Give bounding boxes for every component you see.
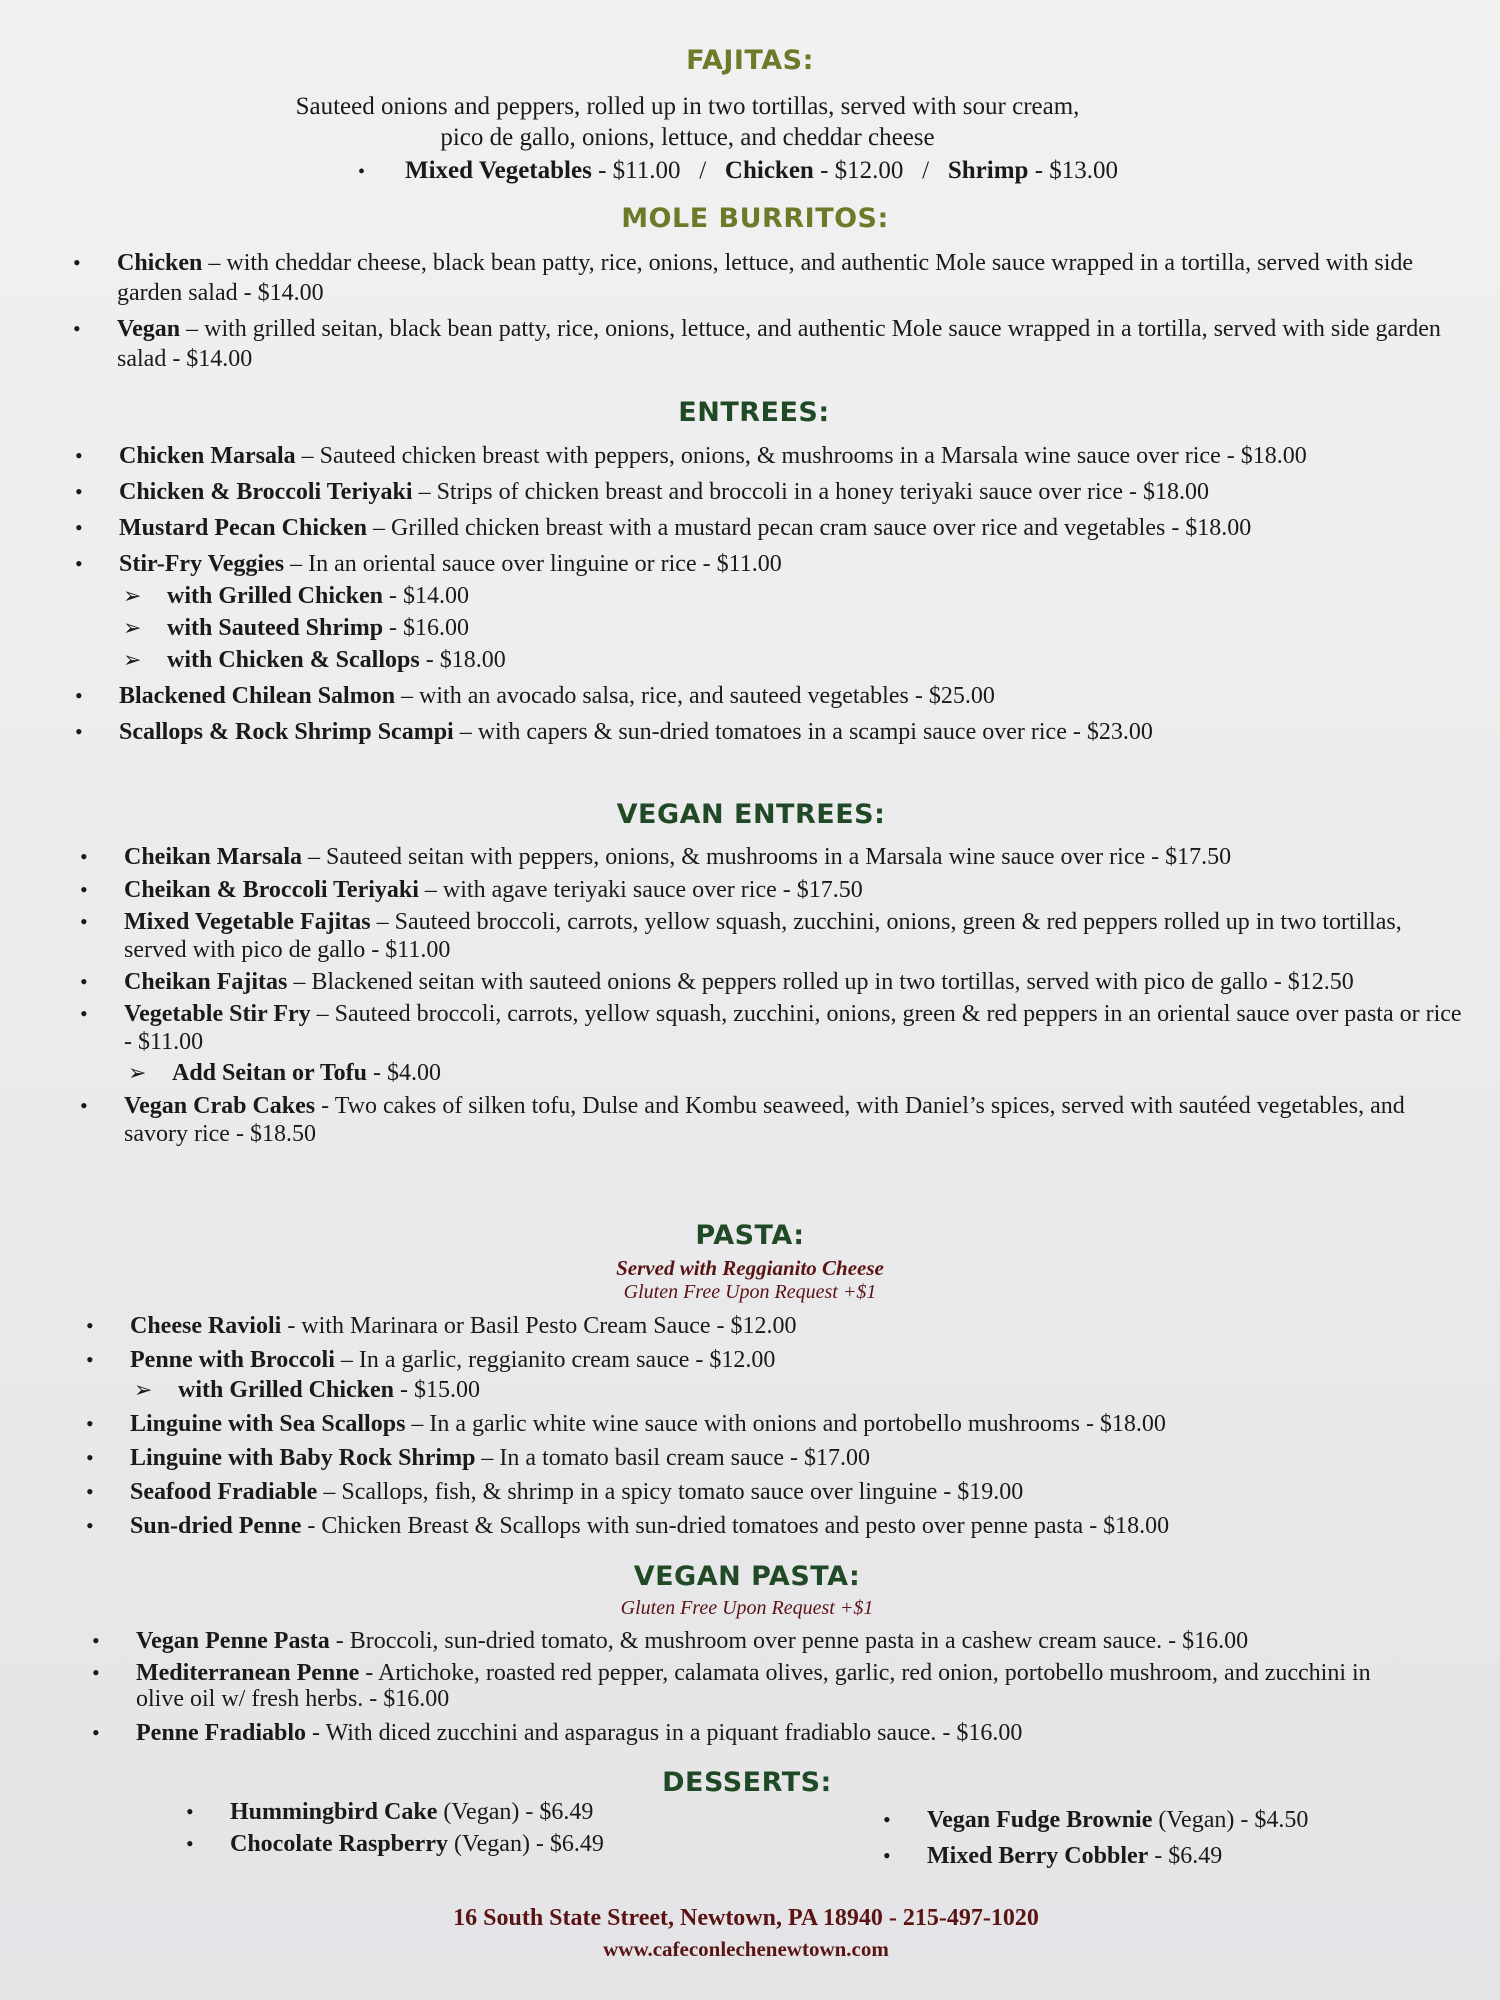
item-description: (Vegan) - $6.49: [447, 1831, 604, 1857]
arrow-bullet-icon: ➢: [134, 1377, 153, 1402]
sub-item: [123, 581, 1449, 611]
item-name: Hummingbird Cake: [230, 1799, 438, 1825]
list-item: [75, 681, 1449, 711]
bullet: •: [75, 719, 83, 744]
sub-item-price: - $15.00: [394, 1377, 481, 1403]
bullet: •: [80, 1001, 88, 1026]
entrees-list: [75, 441, 1449, 747]
item-name: Penne Fradiablo: [136, 1720, 307, 1746]
fajitas-heading: FAJITAS:: [686, 45, 814, 76]
fajitas-description-line-2: pico de gallo, onions, lettuce, and cheddar cheese: [440, 124, 935, 151]
arrow-bullet-icon: ➢: [123, 647, 142, 672]
list-item: [80, 875, 1464, 905]
item-description: - Chicken Breast & Scallops with sun-dried tomatoes and pesto over penne pasta - $18.00: [301, 1513, 1170, 1539]
pasta-list: [86, 1311, 1460, 1541]
item-description: – In a garlic, reggianito cream sauce - $12.00: [334, 1347, 776, 1373]
item-name: Mediterranean Penne: [136, 1660, 360, 1686]
item-name: Chocolate Raspberry: [230, 1831, 448, 1857]
item-description: – with cheddar cheese, black bean patty, rice, onions, lettuce, and authentic Mole sauce wrapped in a tortilla, served with side garden salad - $14.00: [117, 250, 1414, 306]
bullet: •: [92, 1628, 100, 1653]
bullet: •: [73, 250, 81, 275]
item-description: – In a garlic white wine sauce with onions and portobello mushrooms - $18.00: [405, 1411, 1166, 1437]
list-item: [92, 1626, 1416, 1656]
bullet: •: [92, 1660, 100, 1685]
bullet: •: [80, 969, 88, 994]
bullet: •: [75, 443, 83, 468]
footer-address: 16 South State Street, Newtown, PA 18940 - 215-497-1020: [453, 1905, 1039, 1931]
item-name: Penne with Broccoli: [130, 1347, 335, 1373]
mole-burritos-heading: MOLE BURRITOS:: [621, 203, 889, 234]
item-description: - With diced zucchini and asparagus in a piquant fradiablo sauce. - $16.00: [306, 1720, 1023, 1746]
bullet: •: [86, 1411, 94, 1436]
list-item: [75, 513, 1449, 543]
list-item: [186, 1829, 750, 1859]
list-item: [75, 441, 1449, 471]
item-description: (Vegan) - $6.49: [437, 1799, 594, 1825]
bullet: •: [75, 683, 83, 708]
item-name: Cheikan & Broccoli Teriyaki: [124, 877, 419, 903]
bullet: •: [86, 1445, 94, 1470]
item-description: (Vegan) - $4.50: [1152, 1807, 1309, 1833]
item-description: – Sauteed seitan with peppers, onions, & mushrooms in a Marsala wine sauce over rice - $17.50: [302, 844, 1232, 870]
bullet: •: [73, 316, 81, 341]
sub-item-name: with Grilled Chicken: [178, 1377, 395, 1403]
bullet: •: [80, 844, 88, 869]
bullet: •: [186, 1799, 194, 1824]
bullet: •: [75, 515, 83, 540]
item-name: Vegan: [117, 316, 181, 342]
list-item: [883, 1805, 1447, 1835]
item-description: – Strips of chicken breast and broccoli in a honey teriyaki sauce over rice - $18.00: [412, 479, 1209, 505]
item-description: – Blackened seitan with sauteed onions & peppers rolled up in two tortillas, served with pico de gallo - $12.50: [287, 969, 1354, 995]
item-name: Seafood Fradiable: [130, 1479, 318, 1505]
item-name: Chicken & Broccoli Teriyaki: [119, 479, 413, 505]
list-item: [75, 477, 1449, 507]
sub-item-price: - $16.00: [383, 615, 470, 641]
item-description: – Scallops, fish, & shrimp in a spicy tomato sauce over linguine - $19.00: [317, 1479, 1024, 1505]
item-description: – In a tomato basil cream sauce - $17.00: [475, 1445, 870, 1471]
bullet: •: [883, 1843, 891, 1868]
vegan-pasta-heading: VEGAN PASTA:: [633, 1561, 861, 1592]
item-description: – Grilled chicken breast with a mustard pecan cram sauce over rice and vegetables - $18.00: [367, 515, 1252, 541]
list-item: [75, 717, 1449, 747]
fajitas-options: [358, 157, 1118, 185]
fajitas-option-name: Shrimp: [947, 157, 1029, 184]
item-description: – Sauteed chicken breast with peppers, onions, & mushrooms in a Marsala wine sauce over rice - $18.00: [295, 443, 1307, 469]
list-item: [86, 1409, 1460, 1439]
bullet: •: [86, 1313, 94, 1338]
item-name: Mixed Berry Cobbler: [927, 1843, 1149, 1869]
item-description: – Sauteed broccoli, carrots, yellow squash, zucchini, onions, green & red peppers rolled up in two tortillas, served with pico de gallo - $11.00: [124, 909, 1402, 963]
fajitas-option-price: - $13.00: [1028, 157, 1119, 184]
vegan-entrees-list: [80, 842, 1464, 1148]
item-name: Vegan Crab Cakes: [124, 1093, 316, 1119]
list-item: [186, 1797, 750, 1827]
bullet: •: [75, 551, 83, 576]
item-name: Linguine with Sea Scallops: [130, 1411, 406, 1437]
item-name: Vegetable Stir Fry: [124, 1001, 311, 1027]
arrow-bullet-icon: ➢: [123, 583, 142, 608]
sub-item-price: - $14.00: [383, 583, 470, 609]
list-item: [75, 549, 1449, 579]
list-item: [73, 314, 1477, 374]
fajitas-option-name: Chicken: [724, 157, 814, 184]
item-name: Cheikan Marsala: [124, 844, 303, 870]
vegan-pasta-list: [92, 1626, 1416, 1748]
list-item: [86, 1511, 1460, 1541]
list-item: [92, 1718, 1416, 1748]
item-description: - Broccoli, sun-dried tomato, & mushroom over penne pasta in a cashew cream sauce. - $16.00: [329, 1628, 1249, 1654]
item-name: Stir-Fry Veggies: [119, 551, 285, 577]
bullet: •: [92, 1720, 100, 1745]
sub-item: [123, 645, 1449, 675]
item-name: Cheese Ravioli: [130, 1313, 282, 1339]
sub-item-name: Add Seitan or Tofu: [172, 1060, 367, 1086]
sub-item-name: with Sauteed Shrimp: [167, 615, 384, 641]
sub-item: [134, 1375, 1460, 1405]
bullet: •: [186, 1831, 194, 1856]
bullet: •: [86, 1347, 94, 1372]
bullet: •: [80, 909, 88, 934]
fajitas-option-name: Mixed Vegetables: [405, 157, 592, 184]
item-name: Blackened Chilean Salmon: [119, 683, 396, 709]
item-name: Vegan Penne Pasta: [136, 1628, 330, 1654]
pasta-cheese-note: Served with Reggianito Cheese: [616, 1256, 884, 1280]
item-description: – with agave teriyaki sauce over rice - $17.50: [418, 877, 863, 903]
item-description: - Artichoke, roasted red pepper, calamata olives, garlic, red onion, portobello mushroom, and zucchini in olive oil w/ fresh herbs. - $16.00: [136, 1660, 1371, 1712]
item-description: - Two cakes of silken tofu, Dulse and Kombu seaweed, with Daniel’s spices, served with sautéed vegetables, and savory rice - $18.50: [124, 1093, 1405, 1147]
item-name: Linguine with Baby Rock Shrimp: [130, 1445, 476, 1471]
bullet: •: [86, 1513, 94, 1538]
bullet: •: [883, 1807, 891, 1832]
vegan-pasta-gluten-free-note: Gluten Free Upon Request +$1: [620, 1597, 874, 1619]
item-description: – with grilled seitan, black bean patty, rice, onions, lettuce, and authentic Mole sauce wrapped in a tortilla, served with side garden salad - $14.00: [117, 316, 1441, 372]
bullet: •: [358, 161, 366, 183]
item-name: Scallops & Rock Shrimp Scampi: [119, 719, 454, 745]
sub-item-price: - $4.00: [366, 1060, 441, 1086]
sub-item-name: with Grilled Chicken: [167, 583, 384, 609]
item-name: Mixed Vegetable Fajitas: [124, 909, 371, 935]
item-name: Vegan Fudge Brownie: [927, 1807, 1153, 1833]
bullet: •: [80, 877, 88, 902]
bullet: •: [80, 1093, 88, 1118]
item-description: - $6.49: [1148, 1843, 1223, 1869]
item-description: – Sauteed broccoli, carrots, yellow squash, zucchini, onions, green & red peppers in an oriental sauce over pasta or rice - $11.00: [124, 1001, 1462, 1055]
list-item: [883, 1841, 1447, 1871]
list-item: [86, 1443, 1460, 1473]
item-name: Chicken Marsala: [119, 443, 296, 469]
fajitas-option-price: - $12.00: [813, 157, 904, 184]
list-item: [80, 1092, 1464, 1148]
list-item: [86, 1477, 1460, 1507]
separator: /: [699, 157, 707, 184]
sub-item-name: with Chicken & Scallops: [167, 647, 420, 673]
entrees-heading: ENTREES:: [678, 397, 830, 428]
desserts-right-list: [883, 1805, 1447, 1871]
item-description: – In an oriental sauce over linguine or rice - $11.00: [284, 551, 782, 577]
mole-burritos-list: [73, 248, 1477, 374]
vegan-entrees-heading: VEGAN ENTREES:: [616, 799, 886, 830]
list-item: [80, 968, 1464, 996]
pasta-heading: PASTA:: [695, 1220, 805, 1251]
arrow-bullet-icon: ➢: [123, 615, 142, 640]
item-description: – with capers & sun-dried tomatoes in a scampi sauce over rice - $23.00: [453, 719, 1153, 745]
pasta-gluten-free-note: Gluten Free Upon Request +$1: [623, 1281, 877, 1303]
list-item: [80, 1000, 1464, 1056]
sub-item: [123, 613, 1449, 643]
list-item: [86, 1311, 1460, 1341]
item-name: Chicken: [117, 250, 203, 276]
sub-item: [128, 1058, 1464, 1088]
bullet: •: [75, 479, 83, 504]
desserts-heading: DESSERTS:: [662, 1767, 832, 1798]
item-description: – with an avocado salsa, rice, and sauteed vegetables - $25.00: [395, 683, 995, 709]
item-name: Sun-dried Penne: [130, 1513, 302, 1539]
item-name: Cheikan Fajitas: [124, 969, 288, 995]
sub-item-price: - $18.00: [419, 647, 506, 673]
desserts-left-list: [186, 1797, 750, 1859]
list-item: [92, 1660, 1416, 1712]
fajitas-description-line-1: Sauteed onions and peppers, rolled up in two tortillas, served with sour cream,: [295, 93, 1080, 120]
bullet: •: [86, 1479, 94, 1504]
list-item: [73, 248, 1477, 308]
arrow-bullet-icon: ➢: [128, 1060, 147, 1085]
list-item: [80, 908, 1464, 964]
item-name: Mustard Pecan Chicken: [119, 515, 367, 541]
list-item: [80, 842, 1464, 872]
list-item: [86, 1345, 1460, 1375]
item-description: - with Marinara or Basil Pesto Cream Sauce - $12.00: [281, 1313, 797, 1339]
fajitas-option-price: - $11.00: [591, 157, 681, 184]
separator: /: [922, 157, 930, 184]
footer-website: www.cafeconlechenewtown.com: [603, 1937, 889, 1961]
